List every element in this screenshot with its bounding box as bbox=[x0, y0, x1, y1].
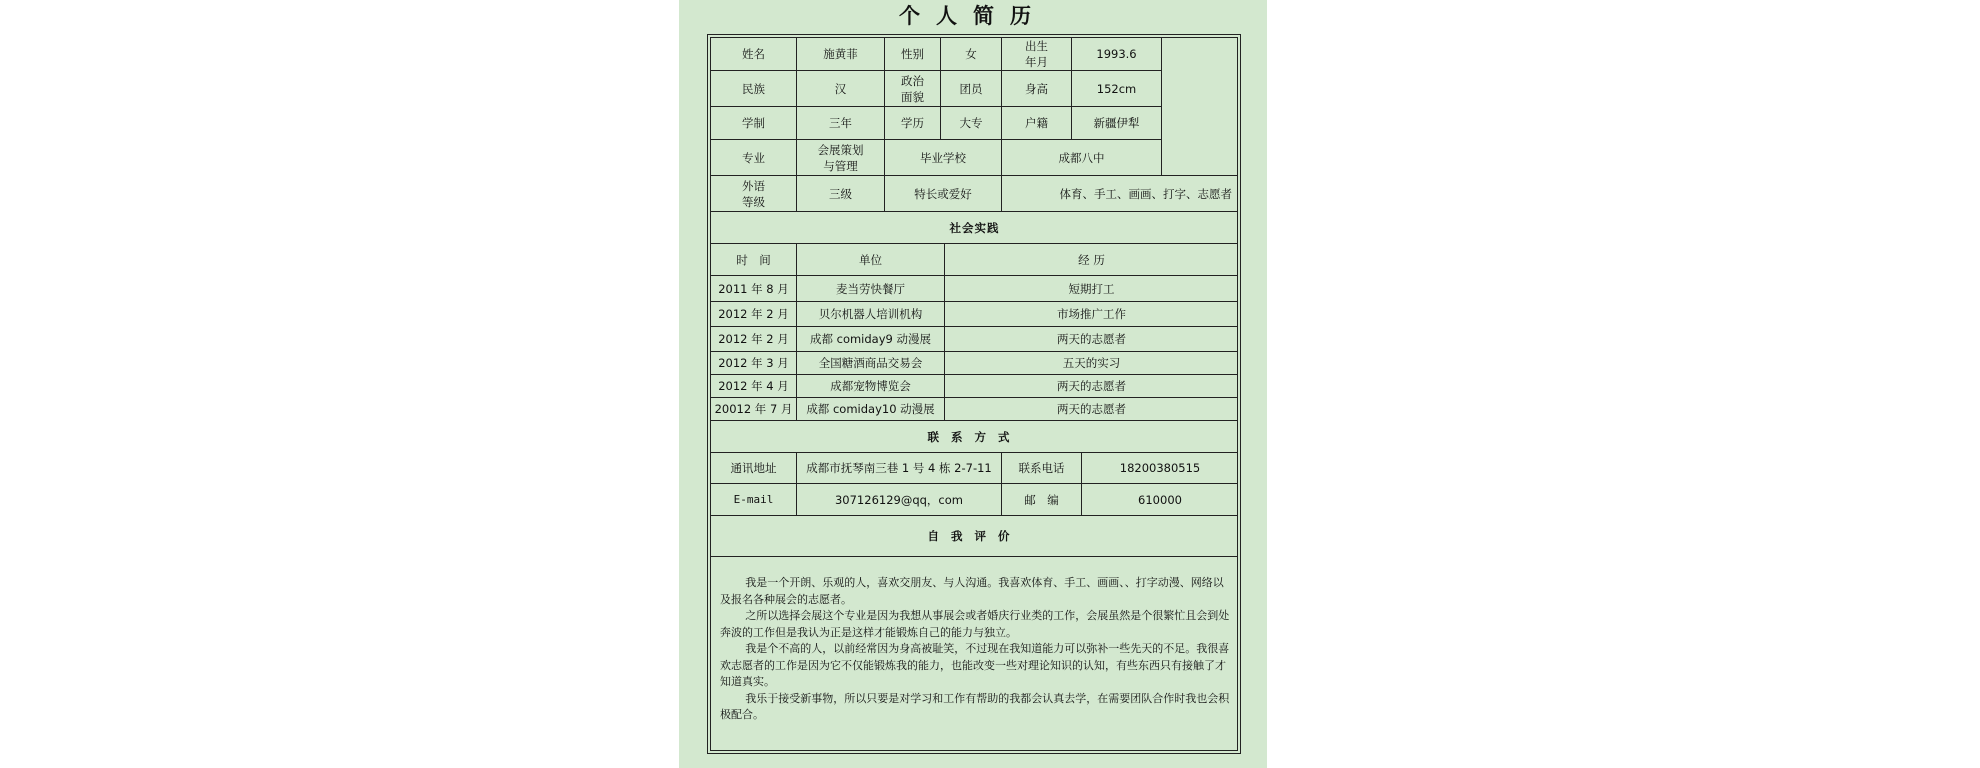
practice-col-unit: 单位 bbox=[796, 243, 944, 275]
resume-sheet bbox=[679, 0, 1267, 768]
evaluation-paragraph-2: 之所以选择会展这个专业是因为我想从事展会或者婚庆行业类的工作，会展虽然是个很繁忙且会到处奔波的工作但是我认为正是这样才能锻炼自己的能力与独立。 bbox=[720, 609, 1230, 639]
evaluation-body bbox=[710, 556, 1238, 751]
name-value: 施黄菲 bbox=[796, 37, 884, 70]
schooling-label: 学制 bbox=[710, 106, 796, 139]
address-value: 成都市抚琴南三巷 1 号 4 栋 2-7-11 bbox=[796, 452, 1001, 483]
major-value-line2: 与管理 bbox=[823, 158, 858, 173]
evaluation-paragraph-1: 我是一个开朗、乐观的人，喜欢交朋友、与人沟通。我喜欢体育、手工、画画、、打字动漫、网络以及报名各种展会的志愿者。 bbox=[720, 576, 1224, 606]
hukou-label: 户籍 bbox=[1001, 106, 1071, 139]
practice-row-4-time: 2012 年 3 月 bbox=[710, 351, 796, 374]
evaluation-heading: 自我评价 bbox=[710, 515, 1238, 556]
hobby-value: 体育、手工、画画、打字、志愿者 bbox=[1001, 175, 1238, 211]
practice-row-1-exp: 短期打工 bbox=[944, 275, 1238, 301]
phone-value: 18200380515 bbox=[1081, 452, 1238, 483]
height-value: 152cm bbox=[1071, 70, 1161, 106]
gender-value: 女 bbox=[940, 37, 1001, 70]
education-label: 学历 bbox=[884, 106, 940, 139]
practice-row-3-exp: 两天的志愿者 bbox=[944, 326, 1238, 351]
practice-row-6-exp: 两天的志愿者 bbox=[944, 397, 1238, 420]
hukou-value: 新疆伊犁 bbox=[1071, 106, 1161, 139]
major-value-line1: 会展策划 bbox=[817, 142, 864, 157]
political-label-line2: 面貌 bbox=[901, 89, 924, 104]
email-value: 307126129@qq，com bbox=[796, 483, 1001, 515]
schooling-value: 三年 bbox=[796, 106, 884, 139]
zip-label: 邮 编 bbox=[1001, 483, 1081, 515]
language-label-line1: 外语 bbox=[742, 178, 765, 193]
major-value bbox=[796, 139, 884, 175]
practice-row-2-unit: 贝尔机器人培训机构 bbox=[796, 301, 944, 326]
practice-row-1-unit: 麦当劳快餐厅 bbox=[796, 275, 944, 301]
address-label: 通讯地址 bbox=[710, 452, 796, 483]
ethnic-value: 汉 bbox=[796, 70, 884, 106]
birth-label-line1: 出生 bbox=[1025, 39, 1048, 53]
practice-row-2-exp: 市场推广工作 bbox=[944, 301, 1238, 326]
practice-col-time: 时 间 bbox=[710, 243, 796, 275]
practice-row-4-unit: 全国糖酒商品交易会 bbox=[796, 351, 944, 374]
practice-row-5-time: 2012 年 4 月 bbox=[710, 374, 796, 397]
practice-row-2-time: 2012 年 2 月 bbox=[710, 301, 796, 326]
major-label: 专业 bbox=[710, 139, 796, 175]
practice-row-4-exp: 五天的实习 bbox=[944, 351, 1238, 374]
practice-row-3-unit: 成都 comiday9 动漫展 bbox=[796, 326, 944, 351]
page-title: 个人简历 bbox=[899, 3, 1047, 28]
political-label bbox=[884, 70, 940, 106]
language-value: 三级 bbox=[796, 175, 884, 211]
practice-row-6-unit: 成都 comiday10 动漫展 bbox=[796, 397, 944, 420]
birth-label bbox=[1001, 37, 1071, 70]
language-label bbox=[710, 175, 796, 211]
evaluation-paragraph-3: 我是个不高的人，以前经常因为身高被耻笑，不过现在我知道能力可以弥补一些先天的不足。我很喜欢志愿者的工作是因为它不仅能锻炼我的能力，也能改变一些对理论知识的认知，有些东西只有接触了才知道真实。 bbox=[720, 642, 1230, 688]
political-value: 团员 bbox=[940, 70, 1001, 106]
language-label-line2: 等级 bbox=[742, 194, 765, 209]
height-label: 身高 bbox=[1001, 70, 1071, 106]
name-label: 姓名 bbox=[710, 37, 796, 70]
birth-value: 1993.6 bbox=[1071, 37, 1161, 70]
practice-row-5-unit: 成都宠物博览会 bbox=[796, 374, 944, 397]
ethnic-label: 民族 bbox=[710, 70, 796, 106]
email-label: E-mail bbox=[710, 483, 796, 515]
education-value: 大专 bbox=[940, 106, 1001, 139]
practice-row-5-exp: 两天的志愿者 bbox=[944, 374, 1238, 397]
school-label: 毕业学校 bbox=[884, 139, 1001, 175]
zip-value: 610000 bbox=[1081, 483, 1238, 515]
photo-box bbox=[1161, 37, 1238, 175]
political-label-line1: 政治 bbox=[901, 73, 924, 88]
birth-label-line2: 年月 bbox=[1025, 55, 1048, 69]
gender-label: 性别 bbox=[884, 37, 940, 70]
practice-row-6-time: 20012 年 7 月 bbox=[710, 397, 796, 420]
practice-row-1-time: 2011 年 8 月 bbox=[710, 275, 796, 301]
phone-label: 联系电话 bbox=[1001, 452, 1081, 483]
practice-col-experience: 经 历 bbox=[944, 243, 1238, 275]
evaluation-paragraph-4: 我乐于接受新事物，所以只要是对学习和工作有帮助的我都会认真去学，在需要团队合作时我也会积极配合。 bbox=[720, 691, 1230, 721]
school-value: 成都八中 bbox=[1001, 139, 1161, 175]
contact-heading: 联系方式 bbox=[710, 420, 1238, 452]
hobby-label: 特长或爱好 bbox=[884, 175, 1001, 211]
practice-heading: 社会实践 bbox=[710, 211, 1238, 243]
practice-row-3-time: 2012 年 2 月 bbox=[710, 326, 796, 351]
